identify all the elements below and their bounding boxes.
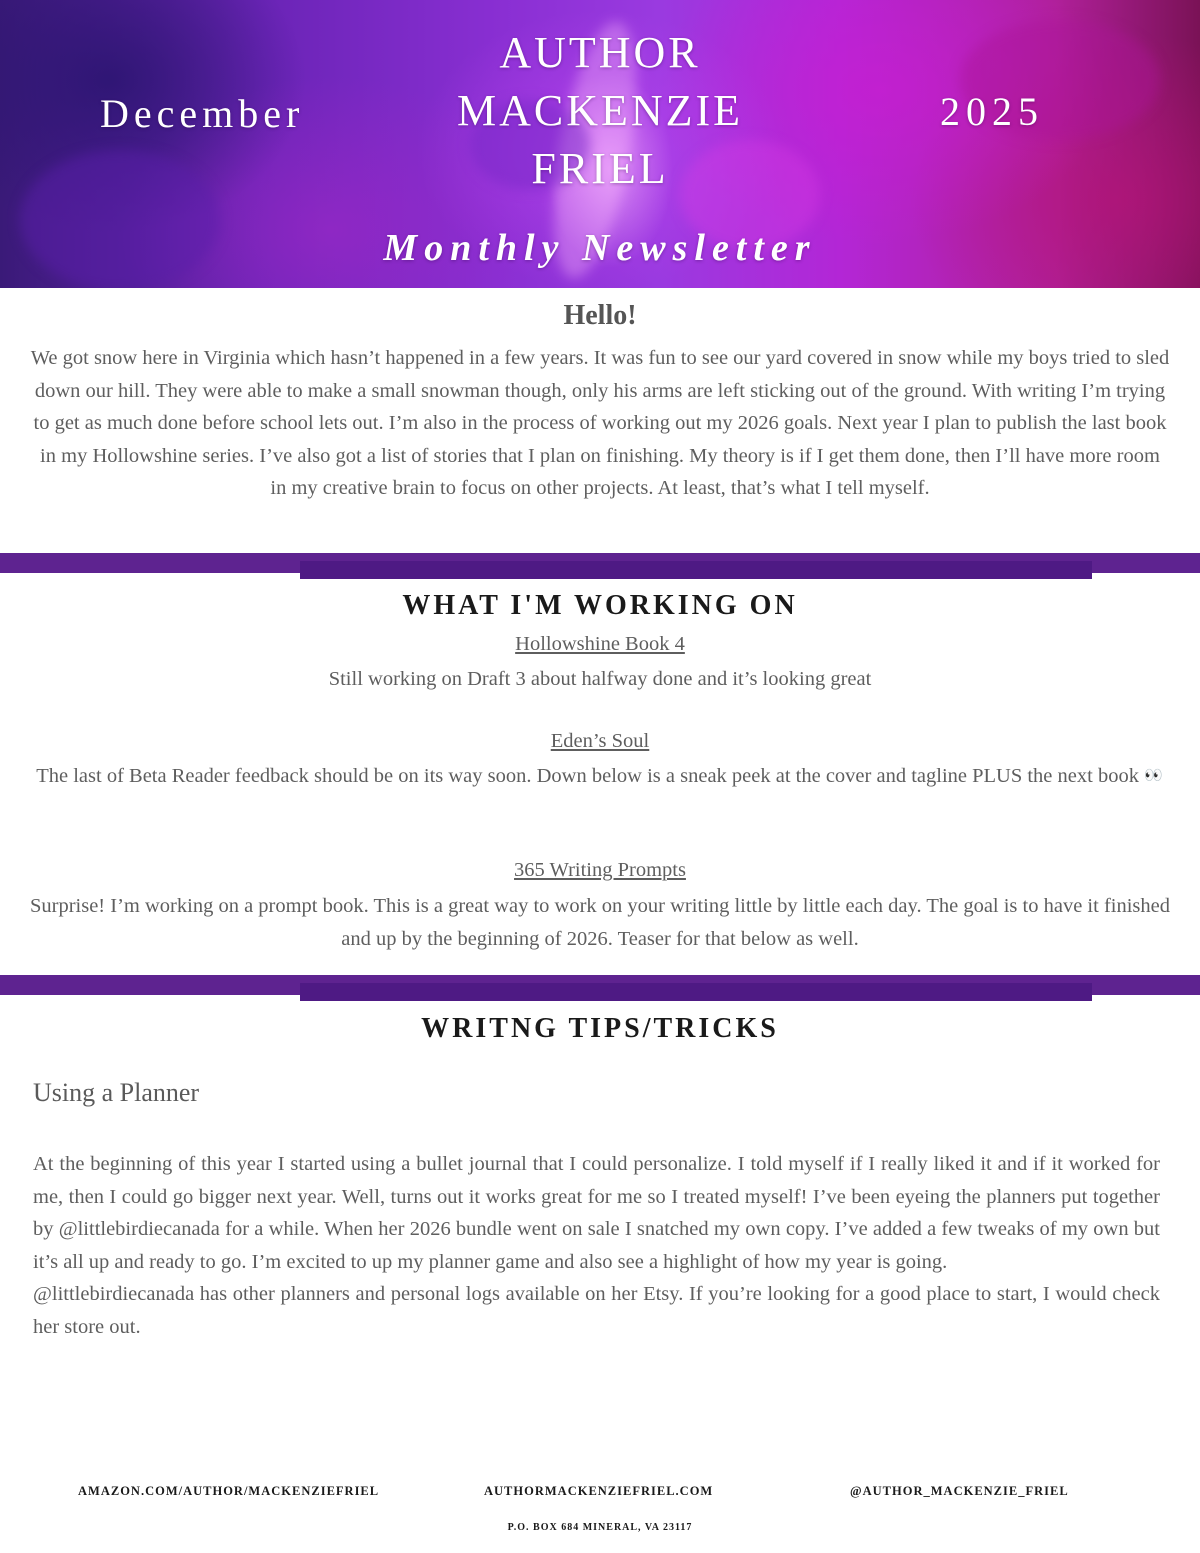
hello-body: We got snow here in Virginia which hasn’t happened in a few years. It was fun to see our yard covered in snow while my boys tried to sled down our hill. They were able to make a small snowman though, only his arms are left sticking out of the ground. With writing I’m trying to get as much done before school lets out. I’m also in the process of working out my 2026 goals. Next year I plan to publish the last book in my Hollowshine series. I’ve also got a list of stories that I plan on finishing. My theory is if I get them done, then I’ll have more room in my creative brain to focus on other projects. At least, that’s what I tell myself. [30, 347, 1170, 499]
section-divider [0, 553, 1200, 579]
project-body-writing-prompts: Surprise! I’m working on a prompt book. This is a great way to work on your writing little by little each day. The goal is to have it finished and up by the beginning of 2026. Teaser for that below as well. [29, 895, 1170, 950]
newsletter-month: December [100, 91, 305, 136]
project-title-writing-prompts: 365 Writing Prompts [514, 859, 686, 881]
newsletter-year: 2025 [940, 89, 1044, 134]
working-on-heading: WHAT I'M WORKING ON [402, 590, 798, 621]
newsletter-subtitle: Monthly Newsletter [383, 227, 817, 269]
author-title [400, 24, 800, 198]
tips-heading: WRITNG TIPS/TRICKS [421, 1013, 779, 1044]
divider-bar-accent [300, 983, 1092, 1001]
project-title-edens-soul: Eden’s Soul [550, 730, 650, 752]
footer-amazon-link[interactable]: AMAZON.COM/AUTHOR/MACKENZIEFRIEL [78, 1484, 380, 1498]
project-body-edens-soul-text: The last of Beta Reader feedback should be on its way soon. Down below is a sneak peek at the cover and tagline PLUS the next book [36, 765, 1139, 787]
project-body-hollowshine: Still working on Draft 3 about halfway done and it’s looking great [328, 668, 872, 690]
divider-bar-accent [300, 561, 1092, 579]
footer-address: P.O. BOX 684 MINERAL, VA 23117 [507, 1522, 693, 1533]
project-title-hollowshine: Hollowshine Book 4 [515, 633, 685, 655]
project-body-edens-soul [25, 760, 1175, 793]
tips-subheading: Using a Planner [33, 1078, 200, 1107]
tips-body [33, 1148, 1160, 1343]
author-title-line-3: FRIEL [531, 144, 669, 193]
author-title-line-2: MACKENZIE [456, 86, 744, 135]
tips-paragraph-2: @littlebirdiecanada has other planners and personal logs available on her Etsy. If you’re looking for a good place to start, I would check her store out. [33, 1283, 1160, 1338]
author-title-line-1: AUTHOR [499, 28, 701, 77]
hello-heading: Hello! [563, 300, 637, 331]
header-banner [0, 0, 1200, 288]
eyes-emoji-icon: 👀 [1144, 768, 1164, 784]
section-divider [0, 975, 1200, 1001]
tips-paragraph-1: At the beginning of this year I started using a bullet journal that I could personalize. I told myself if I really liked it and if it worked for me, then I could go bigger next year. Well, turns out it works great for me so I treated myself! I’ve been eyeing the planners put together by @littlebirdiecanada for a while. When her 2026 bundle went on sale I snatched my own copy. I’ve added a few tweaks of my own but it’s all up and ready to go. I’m excited to up my planner game and also see a highlight of how my year is going. [33, 1153, 1160, 1273]
footer-website-link[interactable]: AUTHORMACKENZIEFRIEL.COM [484, 1484, 714, 1498]
footer-social-handle[interactable]: @AUTHOR_MACKENZIE_FRIEL [850, 1484, 1069, 1498]
